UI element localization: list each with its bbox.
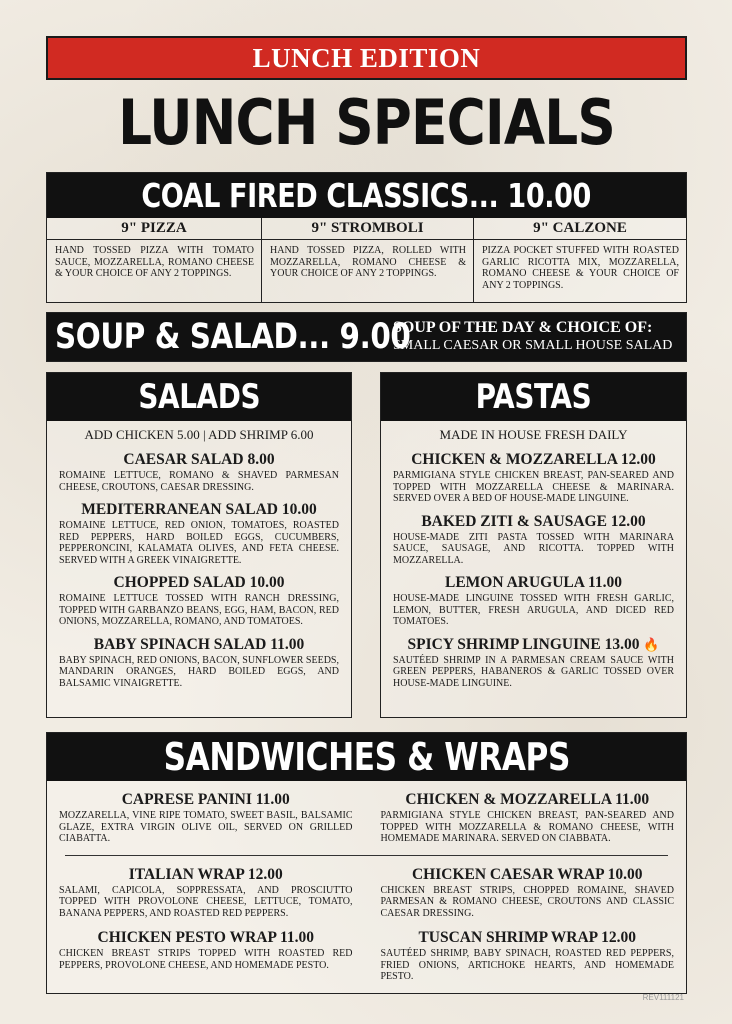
revision-code: REV111121 — [642, 993, 684, 1002]
menu-item-name: TUSCAN SHRIMP WRAP 12.00 — [418, 929, 637, 946]
menu-item — [59, 929, 353, 983]
menu-item — [381, 513, 686, 567]
classics-heading: COAL FIRED CLASSICS... 10.00 — [141, 176, 592, 215]
menu-item-name: MEDITERRANEAN SALAD 10.00 — [81, 501, 317, 518]
menu-item-name: SPICY SHRIMP LINGUINE 13.00 — [407, 635, 640, 653]
menu-item-name-row — [381, 636, 686, 654]
menu-item-name: CAPRESE PANINI 11.00 — [121, 791, 290, 808]
menu-item — [381, 791, 675, 845]
classics-item-name: 9" PIZZA — [47, 218, 261, 240]
menu-item-desc: SAUTÉED SHRIMP, BABY SPINACH, ROASTED RED PEPPERS, FRIED ONIONS, ARTICHOKE HEARTS, AND HOMEMADE PESTO. — [380, 948, 674, 982]
classics-item — [474, 218, 686, 302]
soup-salad-heading: SOUP & SALAD... 9.00 — [55, 317, 411, 357]
menu-item — [381, 866, 675, 920]
menu-item-name: CHOPPED SALAD 10.00 — [113, 574, 285, 591]
pastas-subtitle: MADE IN HOUSE FRESH DAILY — [439, 427, 628, 442]
classics-item — [47, 218, 262, 302]
soup-salad-note-line1: SOUP OF THE DAY & CHOICE OF: — [393, 319, 653, 336]
menu-item-name: CHICKEN & MOZZARELLA 11.00 — [405, 791, 650, 808]
menu-item-name: CHICKEN CAESAR WRAP 10.00 — [411, 865, 643, 883]
menu-item-desc: HOUSE-MADE ZITI PASTA TOSSED WITH MARINARA SAUCE, SAUSAGE, AND RICOTTA. TOPPED WITH MOZZARELLA. — [393, 531, 674, 566]
salads-addons: ADD CHICKEN 5.00 | ADD SHRIMP 6.00 — [84, 427, 314, 442]
menu-item-desc: CHICKEN BREAST STRIPS, CHOPPED ROMAINE, SHAVED PARMESAN & ROMANO CHEESE, CROUTONS AND CLASSIC CAESAR DRESSING. — [380, 884, 674, 919]
menu-item-name: BAKED ZITI & SAUSAGE 12.00 — [421, 512, 646, 530]
menu-item — [47, 574, 351, 628]
menu-item — [59, 791, 353, 845]
menu-item-desc: SAUTÉED SHRIMP IN A PARMESAN CREAM SAUCE WITH GREEN PEPPERS, HABANEROS & GARLIC TOSSED OVER HOUSE-MADE LINGUINE. — [393, 654, 674, 689]
sandwiches-section — [46, 732, 687, 994]
menu-item — [47, 501, 351, 566]
classics-item-desc: HAND TOSSED PIZZA, ROLLED WITH MOZZARELLA, ROMANO CHEESE & YOUR CHOICE OF ANY 2 TOPPINGS. — [270, 245, 466, 279]
flame-icon: 🔥 — [643, 636, 660, 652]
menu-item-name: CAESAR SALAD 8.00 — [123, 451, 275, 468]
menu-item-desc: BABY SPINACH, RED ONIONS, BACON, SUNFLOWER SEEDS, MANDARIN ORANGES, HARD BOILED EGGS, AND BALSAMIC VINAIGRETTE. — [59, 654, 339, 689]
menu-item-desc: PARMIGIANA STYLE CHICKEN BREAST, PAN-SEARED AND TOPPED WITH MOZZARELLA CHEESE & MARINARA. SERVED OVER A BED OF HOUSE-MADE LINGUINE. — [393, 470, 674, 504]
salads-section — [46, 372, 352, 718]
sandwiches-heading-bar — [47, 733, 686, 781]
pastas-heading-bar — [381, 373, 686, 421]
menu-item-desc: ROMAINE LETTUCE TOSSED WITH RANCH DRESSING, TOPPED WITH GARBANZO BEANS, EGG, HAM, BACON, RED ONIONS, MOZZARELLA, ROMANO, AND TOMATOES. — [59, 593, 339, 627]
salads-heading: SALADS — [138, 377, 260, 417]
soup-salad-banner — [46, 312, 687, 362]
menu-item-desc: HOUSE-MADE LINGUINE TOSSED WITH FRESH GARLIC, LEMON, BUTTER, FRESH ARUGULA, AND DICED RED TOMATOES. — [393, 593, 674, 627]
menu-item-name: CHICKEN & MOZZARELLA 12.00 — [411, 451, 656, 468]
classics-item-desc: PIZZA POCKET STUFFED WITH ROASTED GARLIC RICOTTA MIX, MOZZARELLA, ROMANO CHEESE & YOUR CHOICE OF ANY 2 TOPPINGS. — [482, 245, 679, 291]
sandwiches-grid-top — [47, 781, 686, 845]
menu-item — [381, 636, 686, 690]
classics-heading-bar — [47, 173, 686, 218]
menu-item-desc: SALAMI, CAPICOLA, SOPPRESSATA, AND PROSCIUTTO TOPPED WITH PROVOLONE CHEESE, LETTUCE, TOMATO, BANANA PEPPERS, AND ROASTED RED PEPPERS. — [59, 884, 353, 919]
classics-item-name: 9" STROMBOLI — [262, 218, 473, 240]
menu-item-desc: ROMAINE LETTUCE, ROMANO & SHAVED PARMESAN CHEESE, CROUTONS, CAESAR DRESSING. — [59, 470, 339, 493]
menu-item — [47, 451, 351, 493]
pastas-heading: PASTAS — [475, 377, 592, 417]
sandwiches-heading: SANDWICHES & WRAPS — [163, 735, 570, 779]
salads-heading-bar — [47, 373, 351, 421]
classics-item-name: 9" CALZONE — [474, 218, 686, 240]
menu-item — [381, 574, 686, 628]
classics-grid — [47, 218, 686, 302]
soup-salad-note — [393, 319, 672, 355]
soup-salad-note-line2: SMALL CAESAR OR SMALL HOUSE SALAD — [393, 338, 673, 353]
menu-item-desc: PARMIGIANA STYLE CHICKEN BREAST, PAN-SEARED AND TOPPED WITH MOZZARELLA & ROMANO CHEESE, WITH HOMEMADE MARINARA. SERVED ON CIABBATA. — [380, 810, 674, 844]
classics-item — [262, 218, 474, 302]
classics-section — [46, 172, 687, 303]
menu-item-name: ITALIAN WRAP 12.00 — [128, 865, 283, 883]
page-title: LUNCH SPECIALS — [118, 86, 615, 159]
menu-item — [47, 636, 351, 690]
pastas-section — [380, 372, 687, 718]
menu-item — [381, 929, 675, 983]
menu-item-desc: MOZZARELLA, VINE RIPE TOMATO, SWEET BASIL, BALSAMIC GLAZE, EXTRA VIRGIN OLIVE OIL, SERVED ON GRILLED CIABATTA. — [59, 810, 353, 844]
classics-item-desc: HAND TOSSED PIZZA WITH TOMATO SAUCE, MOZZARELLA, ROMANO CHEESE & YOUR CHOICE OF ANY 2 TOPPINGS. — [55, 245, 254, 279]
menu-item-name: LEMON ARUGULA 11.00 — [445, 574, 622, 591]
menu-item-desc: CHICKEN BREAST STRIPS TOPPED WITH ROASTED RED PEPPERS, PROVOLONE CHEESE, AND HOMEMADE PESTO. — [59, 948, 353, 971]
edition-banner: LUNCH EDITION — [46, 36, 687, 80]
sandwiches-grid-bottom — [47, 856, 686, 983]
menu-item — [381, 451, 686, 505]
menu-item — [59, 866, 353, 920]
menu-item-desc: ROMAINE LETTUCE, RED ONION, TOMATOES, ROASTED RED PEPPERS, HARD BOILED EGGS, CUCUMBERS, PEPPERONCINI, KALAMATA OLIVES, AND FETA CHEESE. SERVED WITH A GREEK VINAIGRETTE. — [59, 520, 339, 566]
menu-item-name: BABY SPINACH SALAD 11.00 — [93, 635, 305, 653]
menu-item-name: CHICKEN PESTO WRAP 11.00 — [97, 929, 314, 946]
